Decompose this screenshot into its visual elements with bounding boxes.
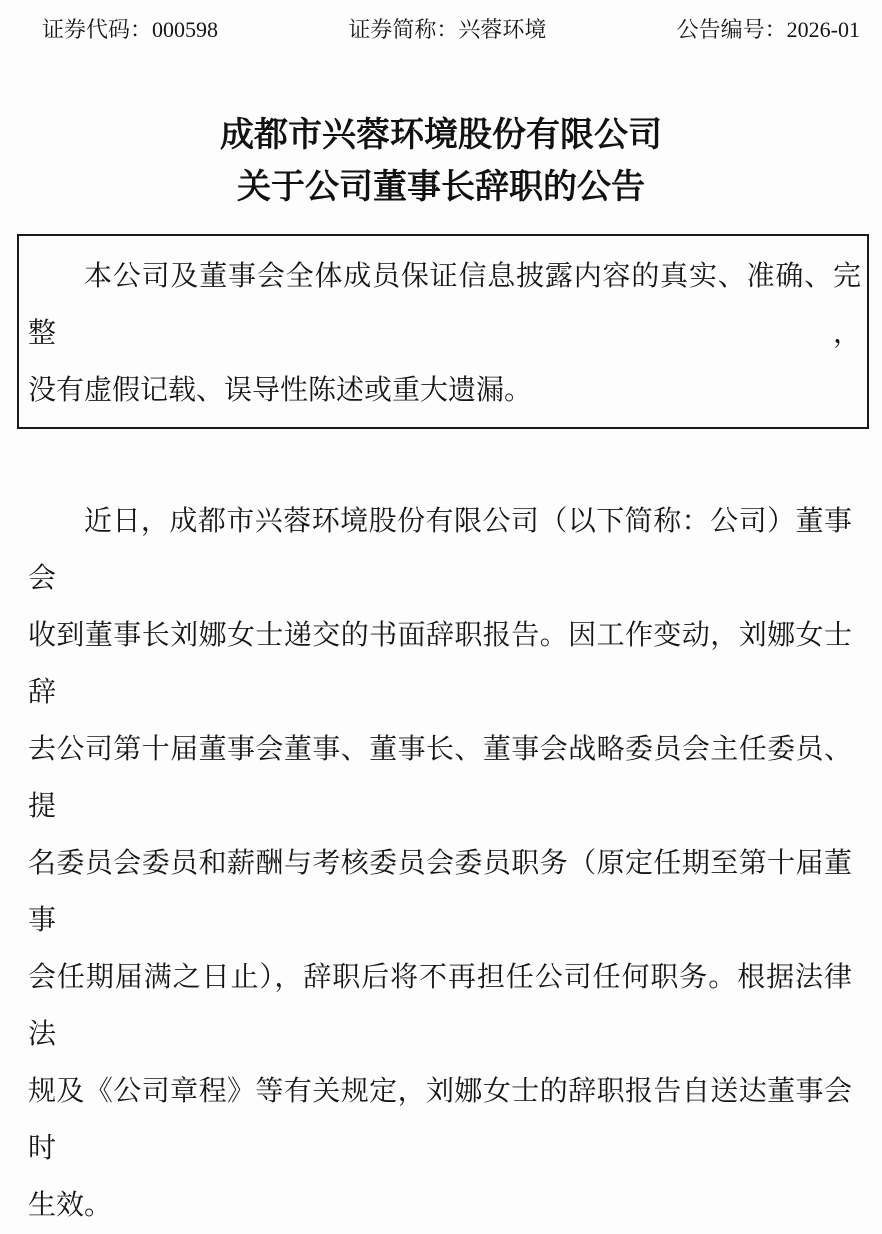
body-line: 去公司第十届董事会董事、董事长、董事会战略委员会主任委员、提 [28,734,852,822]
body-paragraph [28,493,852,1234]
body-line: 会任期届满之日止），辞职后将不再担任公司任何职务。根据法律法 [28,962,852,1050]
announcement-number [677,16,860,44]
body-line: 名委员会委员和薪酬与考核委员会委员职务（原定任期至第十届董事 [28,848,852,936]
stock-abbr-label: 证券简称： [348,17,459,42]
disclaimer-line: 本公司及董事会全体成员保证信息披露内容的真实、准确、完整， [28,261,861,349]
stock-code-value: 000598 [152,17,219,42]
announcement-number-value: 2026-01 [786,17,860,42]
stock-abbr [348,16,546,44]
disclaimer-box [17,234,869,429]
body-line: 规及《公司章程》等有关规定，刘娜女士的辞职报告自送达董事会时 [28,1076,852,1164]
stock-code [42,16,218,44]
disclaimer-line: 没有虚假记载、误导性陈述或重大遗漏。 [28,375,533,406]
body-line: 近日，成都市兴蓉环境股份有限公司（以下简称：公司）董事会 [28,506,852,594]
title-company-name: 成都市兴蓉环境股份有限公司 [220,117,662,154]
document-title [0,110,882,214]
title-announcement-subject: 关于公司董事长辞职的公告 [237,169,645,206]
securities-info-header [0,0,882,44]
stock-code-label: 证券代码： [42,17,153,42]
stock-abbr-value: 兴蓉环境 [458,17,547,42]
body-line: 收到董事长刘娜女士递交的书面辞职报告。因工作变动，刘娜女士辞 [28,620,852,708]
body-line: 生效。 [28,1190,113,1221]
announcement-number-label: 公告编号： [676,17,787,42]
